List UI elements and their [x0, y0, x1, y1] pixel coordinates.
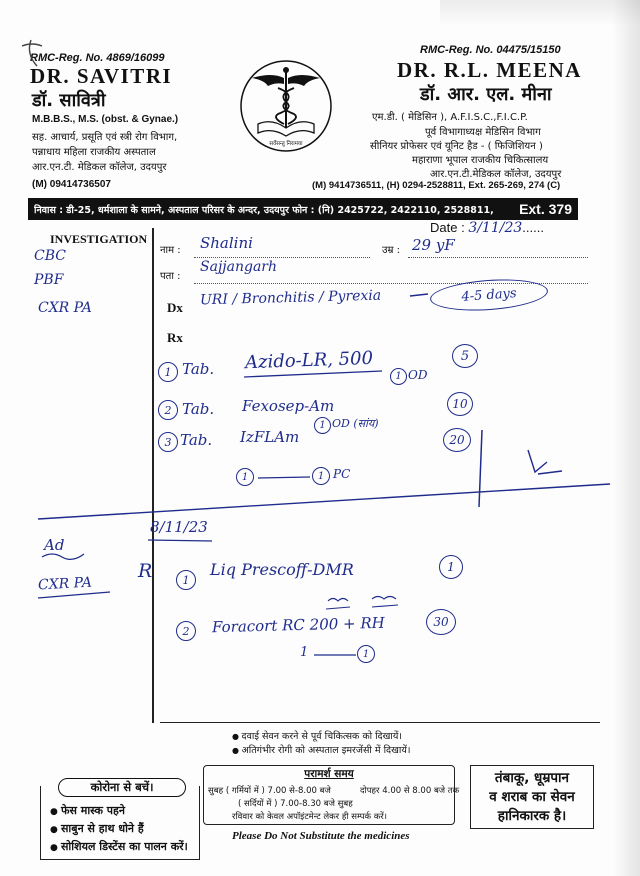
scribble-mark	[372, 597, 398, 608]
corona-item: ● सोशियल डिस्टेंस का पालन करें।	[50, 839, 188, 854]
follow-up-date: 8/11/23	[150, 518, 208, 536]
medicine-form: Tab.	[182, 360, 215, 378]
tobacco-warning-line: व शराब का सेवन	[489, 789, 575, 805]
medicine-dose-morning: 1	[236, 468, 254, 486]
rx-label: Rx	[167, 330, 183, 345]
follow-up-medicine-number: 1	[176, 570, 196, 590]
medicine-form: Tab.	[182, 400, 215, 418]
follow-up-investigation-underline	[38, 592, 110, 598]
scan-top-shadow	[440, 0, 640, 26]
corona-item: ● फेस मास्क पहने	[50, 803, 125, 818]
left-doctor-degree: M.B.B.S., M.S. (obst. & Gynae.)	[32, 114, 179, 125]
timing-afternoon: दोपहर 4.00 से 8.00 बजे तक	[360, 786, 460, 796]
tobacco-warning-line: हानिकारक है।	[497, 808, 567, 824]
follow-up-dose-evening: 1	[357, 645, 375, 663]
date-label: Date :	[430, 220, 465, 235]
address-text: निवास : डी-25, धर्मशाला के सामने, अस्पताल परिसर के अन्दर, उदयपुर फोन : (नि) 2425722, 2422110, 2528811,	[34, 204, 494, 216]
substitution-warning: Please Do Not Substitute the medicines	[232, 830, 410, 842]
follow-up-dose-morning: 1	[300, 645, 309, 660]
follow-up-medicine-name: Liq Prescoff-DMR	[210, 560, 354, 579]
date-value: 3/11/23	[468, 220, 523, 236]
medicine-name: Azido-LR, 500	[244, 347, 374, 374]
left-doctor-name-hi: डॉ. सावित्री	[32, 90, 106, 111]
investigation-item: CBC	[34, 248, 66, 264]
timing-morning: सुबह ( गर्मियों में ) 7.00 से-8.00 बजे	[208, 786, 331, 796]
date-dots: ......	[522, 220, 544, 235]
right-doctor-line: आर.एन.टी.मेडिकल कॉलेज, उदयपुर	[430, 169, 562, 180]
medicine-name: IzFLAm	[240, 428, 300, 446]
patient-age-line	[408, 257, 588, 258]
footer-note: ● दवाई सेवन करने से पूर्व चिकित्सक को दिखायें।	[232, 730, 410, 744]
medicine-number: 1	[158, 362, 178, 382]
right-doctor-name-hi: डॉ. आर. एल. मीना	[420, 84, 552, 105]
medicine-dose: 1	[314, 417, 331, 434]
handwritten-vertical-line	[479, 430, 482, 507]
left-doctor-mobile: (M) 09414736507	[32, 179, 111, 190]
tobacco-warning-line: तंबाकू, धूम्रपान	[494, 770, 570, 786]
timing-sunday: रविवार को केवल अपॉइंटमेन्ट लेकर ही सम्पर्क करें।	[232, 812, 388, 822]
left-doctor-name-en: DR. SAVITRI	[30, 64, 173, 88]
patient-name-label: नाम :	[160, 245, 181, 256]
timing-winter: ( सर्दियों में ) 7.00-8.30 बजे सुबह	[238, 799, 353, 809]
caduceus-logo	[238, 58, 334, 154]
left-doctor-line: आर.एन.टी. मेडिकल कॉलेज, उदयपुर	[32, 162, 167, 173]
follow-up-rx-label: R	[138, 560, 153, 582]
footer-note: ● अतिगंभीर रोगी को अस्पताल इमरजेंसी में दिखायें।	[232, 744, 410, 758]
logo-caption: सर्वेसन्तु निरामया	[269, 141, 303, 147]
right-doctor-degree: एम.डी. ( मेडिसिन ), A.F.I.S.C.,F.I.C.P.	[372, 112, 528, 123]
medicine-name: Fexosep-Am	[242, 397, 335, 415]
scribble-mark	[326, 599, 350, 610]
timing-title: परामर्श समय	[304, 768, 354, 780]
medicine-quantity: 20	[443, 428, 471, 452]
date-field	[430, 220, 544, 236]
right-doctor-line: पूर्व विभागाध्यक्ष मेडिसिन विभाग	[425, 127, 541, 138]
follow-up-medicine-name: Foracort RC 200 + RH	[211, 613, 385, 637]
address-ext: Ext. 379	[519, 201, 572, 217]
medicine-frequency: PC	[333, 467, 351, 481]
diagnosis-duration: 4-5 days	[429, 276, 549, 314]
left-doctor-reg: RMC-Reg. No. 4869/16099	[30, 52, 165, 64]
medicine-frequency: OD	[408, 368, 428, 382]
scan-edge-shadow	[612, 0, 640, 876]
patient-name: Shalini	[200, 234, 253, 252]
right-doctor-reg: RMC-Reg. No. 04475/15150	[420, 44, 561, 56]
diagnosis-dash	[410, 294, 428, 296]
tick-mark	[528, 450, 562, 474]
dose-dash	[258, 477, 310, 478]
handwritten-divider-line	[38, 484, 610, 519]
diagnosis-text: URI / Bronchitis / Pyrexia	[199, 287, 382, 309]
column-divider	[152, 228, 154, 723]
patient-age-label: उम्र :	[382, 245, 401, 256]
follow-up-medicine-quantity: 30	[426, 609, 456, 635]
left-doctor-line: सह. आचार्य, प्रसूति एवं स्त्री रोग विभाग,	[32, 132, 178, 143]
tobacco-warning-box	[470, 765, 594, 829]
investigation-item: CXR PA	[38, 300, 92, 316]
footer-notes	[232, 730, 410, 758]
medicine-form: Tab.	[180, 431, 213, 449]
medicine-dose-evening: 1	[312, 467, 330, 485]
patient-age: 29 yF	[412, 236, 455, 254]
right-doctor-line: सीनियर प्रोफेसर एवं यूनिट हैड - ( फिजिशियन )	[370, 141, 543, 152]
medicine-frequency: OD (सांय)	[332, 417, 379, 430]
corona-title: कोरोना से बचें।	[58, 778, 186, 797]
address-bar	[28, 198, 578, 220]
right-doctor-line: महाराणा भूपाल राजकीय चिकित्सालय	[412, 155, 549, 166]
follow-up-note-underline	[42, 554, 84, 559]
right-doctor-name-en: DR. R.L. MEENA	[397, 58, 582, 82]
medicine-number: 2	[158, 400, 178, 420]
medicine-quantity: 5	[452, 344, 478, 368]
investigation-heading: INVESTIGATION	[50, 232, 148, 246]
right-doctor-phones: (M) 9414736511, (H) 0294-2528811, Ext. 265-269, 274 (C)	[312, 180, 561, 191]
follow-up-medicine-quantity: 1	[439, 555, 463, 579]
diagnosis-label: Dx	[167, 300, 183, 315]
medicine-number: 3	[158, 432, 178, 452]
follow-up-medicine-number: 2	[176, 621, 196, 641]
footer-rule	[160, 722, 600, 723]
patient-address-label: पता :	[160, 271, 181, 282]
patient-name-line	[194, 257, 370, 258]
follow-up-note: Ad	[44, 536, 65, 554]
follow-up-investigation: CXR PA	[37, 574, 93, 594]
medicine-dose: 1	[390, 368, 407, 385]
patient-address: Sajjangarh	[200, 259, 277, 275]
left-doctor-line: पन्नाधाय महिला राजकीय अस्पताल	[32, 147, 156, 158]
corona-item: ● साबुन से हाथ धोने हैं	[50, 821, 144, 836]
investigation-item: PBF	[34, 272, 64, 288]
follow-up-date-underline	[148, 540, 212, 541]
medicine-quantity: 10	[447, 392, 473, 416]
